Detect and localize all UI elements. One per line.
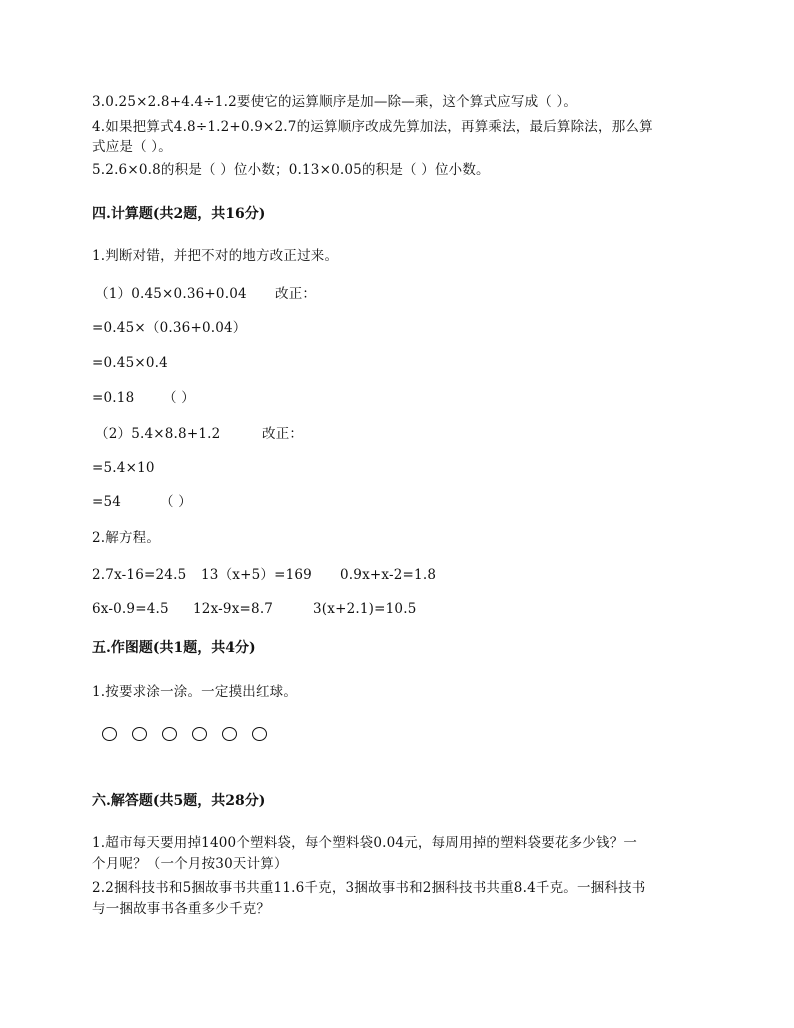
word-problem-2-line2: 与一捆故事书各重多少千克？ xyxy=(92,901,271,917)
problem-1-expression: （1）0.45×0.36+0.04 xyxy=(95,286,247,302)
problem-1-correction-label: 改正： xyxy=(275,286,317,302)
word-problem-1-line2: 个月呢？（一个月按30天计算） xyxy=(92,856,288,872)
problem-1-step-2: =0.45×0.4 xyxy=(92,355,168,371)
problem-2-judgment-blank: （ ） xyxy=(160,494,192,510)
equation: 13（x+5）=169 xyxy=(201,567,312,583)
problem-2-expression: （2）5.4×8.8+1.2 xyxy=(95,426,221,442)
drawing-prompt: 1.按要求涂一涂。一定摸出红球。 xyxy=(92,684,298,700)
problem-2-step-1: =5.4×10 xyxy=(92,460,155,476)
question-4-text-line2: 式应是（ ）。 xyxy=(92,139,172,155)
ball-circle[interactable] xyxy=(162,727,177,741)
problem-2-result: =54 xyxy=(92,494,122,510)
ball-circle[interactable] xyxy=(132,727,147,741)
ball-circle[interactable] xyxy=(222,727,237,741)
ball-circle[interactable] xyxy=(102,727,117,741)
question-4-text-line1: 4.如果把算式4.8÷1.2+0.9×2.7的运算顺序改成先算加法，再算乘法，最后算除法，那么算 xyxy=(92,119,653,135)
equation: 12x-9x=8.7 xyxy=(193,601,274,617)
word-problem-2-line1: 2.2捆科技书和5捆故事书共重11.6千克，3捆故事书和2捆科技书共重8.4千克。一捆科技书 xyxy=(92,880,646,896)
word-problem-1-line1: 1.超市每天要用掉1400个塑料袋，每个塑料袋0.04元，每周用掉的塑料袋要花多少钱？一 xyxy=(92,835,638,851)
ball-row xyxy=(102,727,267,745)
section-6-heading: 六.解答题(共5题，共28分) xyxy=(92,793,266,809)
section-4-heading: 四.计算题(共2题，共16分) xyxy=(92,206,266,222)
problem-1-result: =0.18 xyxy=(92,390,135,406)
section-5-heading: 五.作图题(共1题，共4分) xyxy=(92,640,256,656)
ball-circle[interactable] xyxy=(192,727,207,741)
judge-prompt: 1.判断对错，并把不对的地方改正过来。 xyxy=(92,248,339,264)
question-5-text: 5.2.6×0.8的积是（ ）位小数；0.13×0.05的积是（ ）位小数。 xyxy=(92,162,490,178)
equation: 0.9x+x-2=1.8 xyxy=(340,567,437,583)
problem-1-judgment-blank: （ ） xyxy=(163,390,195,406)
ball-circle[interactable] xyxy=(252,727,267,741)
equation: 3(x+2.1)=10.5 xyxy=(313,601,417,617)
equations-prompt: 2.解方程。 xyxy=(92,530,161,546)
question-3-text: 3.0.25×2.8+4.4÷1.2要使它的运算顺序是加—除—乘，这个算式应写成（ ）。 xyxy=(92,94,578,110)
equation: 2.7x-16=24.5 xyxy=(92,567,187,583)
problem-2-correction-label: 改正： xyxy=(262,426,304,442)
problem-1-step-1: =0.45×（0.36+0.04） xyxy=(92,320,247,336)
equation: 6x-0.9=4.5 xyxy=(92,601,169,617)
